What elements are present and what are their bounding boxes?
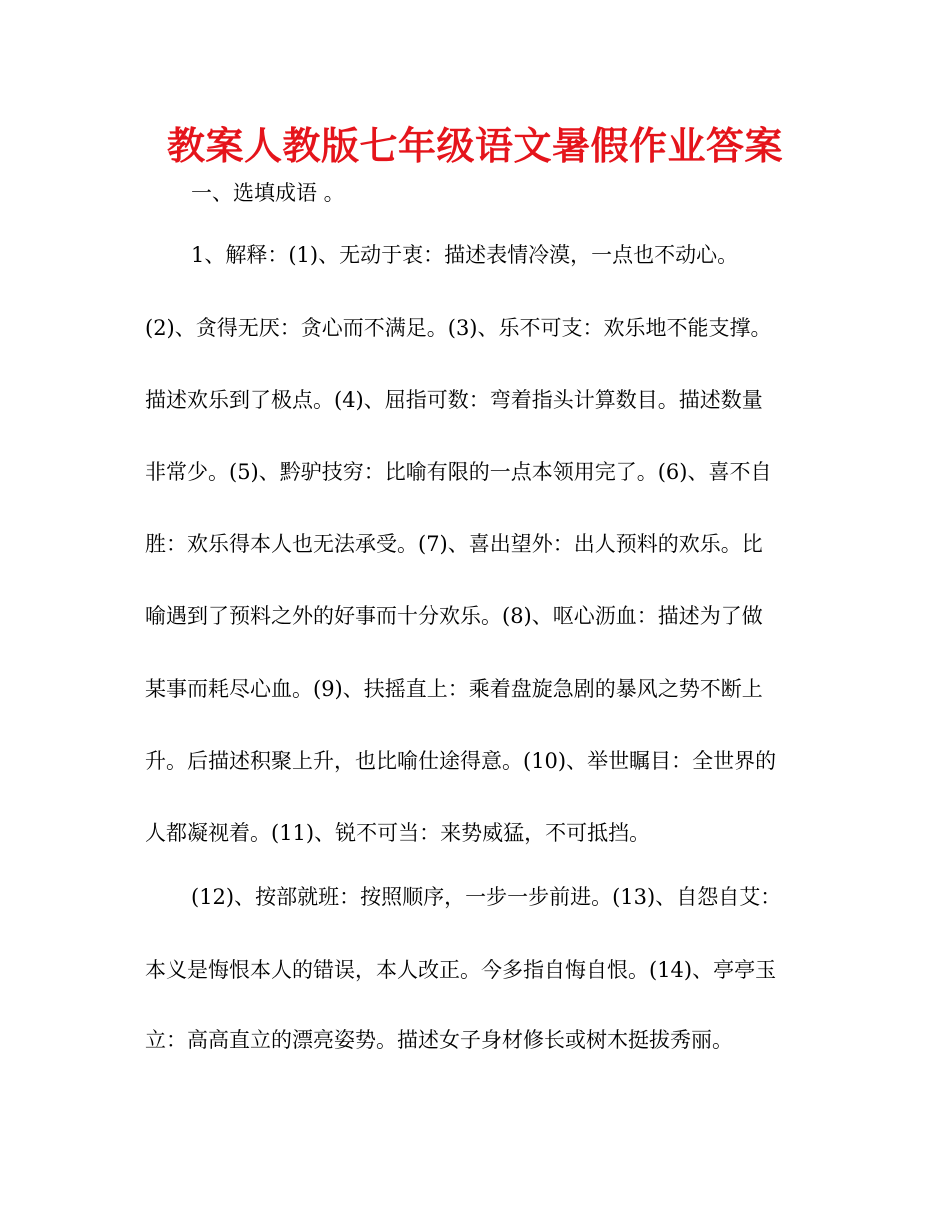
body-line: 本义是悔恨本人的错误，本人改正。今多指自悔自恨。(14)、亭亭玉 xyxy=(145,958,777,982)
document-title: 教案人教版七年级语文暑假作业答案 xyxy=(166,124,783,168)
body-line: (12)、按部就班：按照顺序，一步一步前进。(13)、自怨自艾： xyxy=(191,885,782,909)
body-line: (2)、贪得无厌：贪心而不满足。(3)、乐不可支：欢乐地不能支撑。 xyxy=(145,316,772,340)
body-line: 1、解释：(1)、无动于衷：描述表情冷漠，一点也不动心。 xyxy=(191,243,739,267)
body-line: 喻遇到了预料之外的好事而十分欢乐。(8)、呕心沥血：描述为了做 xyxy=(145,604,763,628)
section-heading: 一、选填成语 。 xyxy=(191,181,345,205)
body-line: 某事而耗尽心血。(9)、扶摇直上：乘着盘旋急剧的暴风之势不断上 xyxy=(145,677,763,701)
body-line: 立：高高直立的漂亮姿势。描述女子身材修长或树木挺拔秀丽。 xyxy=(145,1028,733,1052)
body-line: 胜：欢乐得本人也无法承受。(7)、喜出望外：出人预料的欢乐。比 xyxy=(145,532,763,556)
body-line: 描述欢乐到了极点。(4)、屈指可数：弯着指头计算数目。描述数量 xyxy=(145,388,763,412)
body-line: 人都凝视着。(11)、锐不可当：来势威猛，不可抵挡。 xyxy=(145,821,651,845)
body-line: 非常少。(5)、黔驴技穷：比喻有限的一点本领用完了。(6)、喜不自 xyxy=(145,460,772,484)
body-line: 升。后描述积聚上升，也比喻仕途得意。(10)、举世瞩目：全世界的 xyxy=(145,749,777,773)
